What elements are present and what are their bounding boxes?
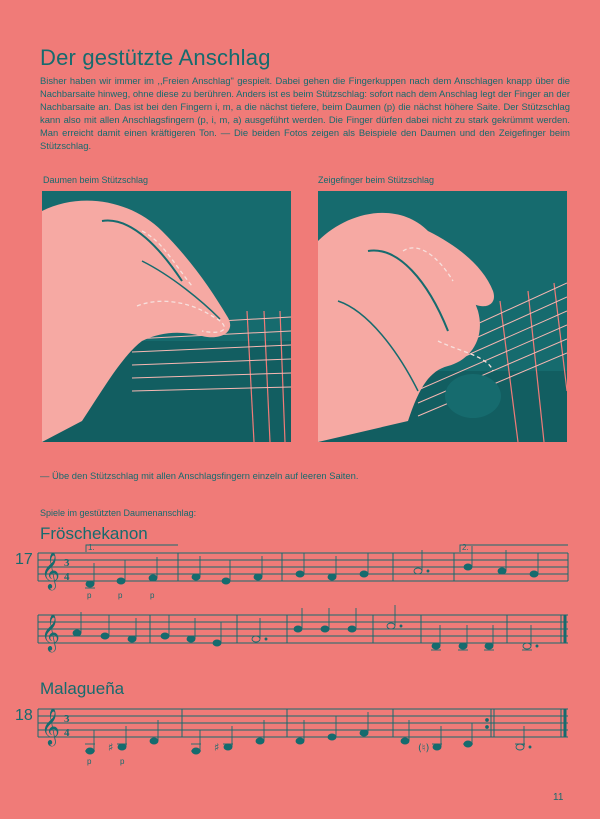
song-number-17: 17 [15, 551, 33, 568]
note [463, 723, 473, 747]
staff-3 [38, 709, 568, 737]
fingering-label: p [87, 757, 92, 766]
time-signature-top: 3 [64, 713, 70, 725]
sharp-icon: ♯ [214, 741, 220, 754]
time-signature-top: 3 [64, 557, 70, 569]
note [348, 608, 356, 632]
note [328, 716, 336, 740]
note [101, 615, 109, 639]
fingering-label: p [87, 591, 92, 600]
note [85, 730, 95, 754]
photo-caption-index: Zeigefinger beim Stützschlag [318, 175, 435, 185]
note [294, 608, 302, 632]
note [498, 550, 506, 574]
page-number: 11 [553, 792, 564, 803]
treble-clef-icon: 𝄞 [41, 707, 60, 745]
fingering-label: p [120, 757, 125, 766]
note [401, 720, 409, 744]
note [150, 720, 158, 744]
note [117, 560, 125, 584]
note [360, 553, 368, 577]
note [530, 553, 538, 577]
time-signature-bottom: 4 [64, 571, 70, 583]
note [387, 605, 402, 629]
note [73, 612, 81, 636]
time-signature-bottom: 4 [64, 727, 70, 739]
note [222, 560, 230, 584]
note [321, 608, 329, 632]
photo-caption-thumb: Daumen beim Stützschlag [43, 175, 149, 185]
volta-1: 1. [88, 543, 95, 552]
page-title: Der gestützte Anschlag [40, 44, 271, 70]
note [191, 730, 201, 754]
volta-2: 2. [462, 543, 469, 552]
treble-clef-icon: 𝄞 [41, 551, 60, 589]
note [213, 622, 221, 646]
note [161, 615, 169, 639]
sharp-icon: ♯ [108, 741, 114, 754]
staff-2 [38, 615, 568, 643]
exercise-instruction: — Übe den Stützschlag mit allen Anschlagsfingern einzeln auf leeren Saiten. [40, 470, 359, 481]
fingering-label: p [118, 591, 123, 600]
note [296, 720, 304, 744]
song-title-malaguena: Malagueña [40, 679, 125, 698]
song-title-froeschekanon: Fröschekanon [40, 524, 148, 543]
note [149, 557, 157, 581]
note [296, 553, 304, 577]
treble-clef-icon: 𝄞 [41, 613, 60, 651]
intro-paragraph: Bisher haben wir immer im ,,Freien Anschlag" gespielt. Dabei gehen die Fingerkuppen nach dem Anschlagen knapp über die Nachbarsaite hinweg, ohne diese zu berühren. Anders ist es beim Stützschlag: sofort nach dem Anschlag legt der Finger an der Nachbarsaite an. Das ist bei den Fingern i, m, a die nächst tiefere, beim Daumen (p) die nächst höhere Saite. Der Stützschlag kann also mit allen Anschlagsfingern (p, i, m, a) ausgeführt werden. Die Finger dürfen dabei nicht zu stark gekrümmt werden. Man erreicht damit einen kräftigeren Ton. — Die beiden Fotos zeigen als Beispiele den Daumen und den Zeigefinger beim Stützschlag. [40, 75, 570, 152]
note [414, 550, 429, 574]
song-number-18: 18 [15, 707, 33, 724]
play-instruction: Spiele im gestützten Daumenanschlag: [40, 508, 197, 518]
fingering-label: p [150, 591, 155, 600]
note [256, 720, 264, 744]
natural-icon: (♮) [418, 743, 430, 754]
